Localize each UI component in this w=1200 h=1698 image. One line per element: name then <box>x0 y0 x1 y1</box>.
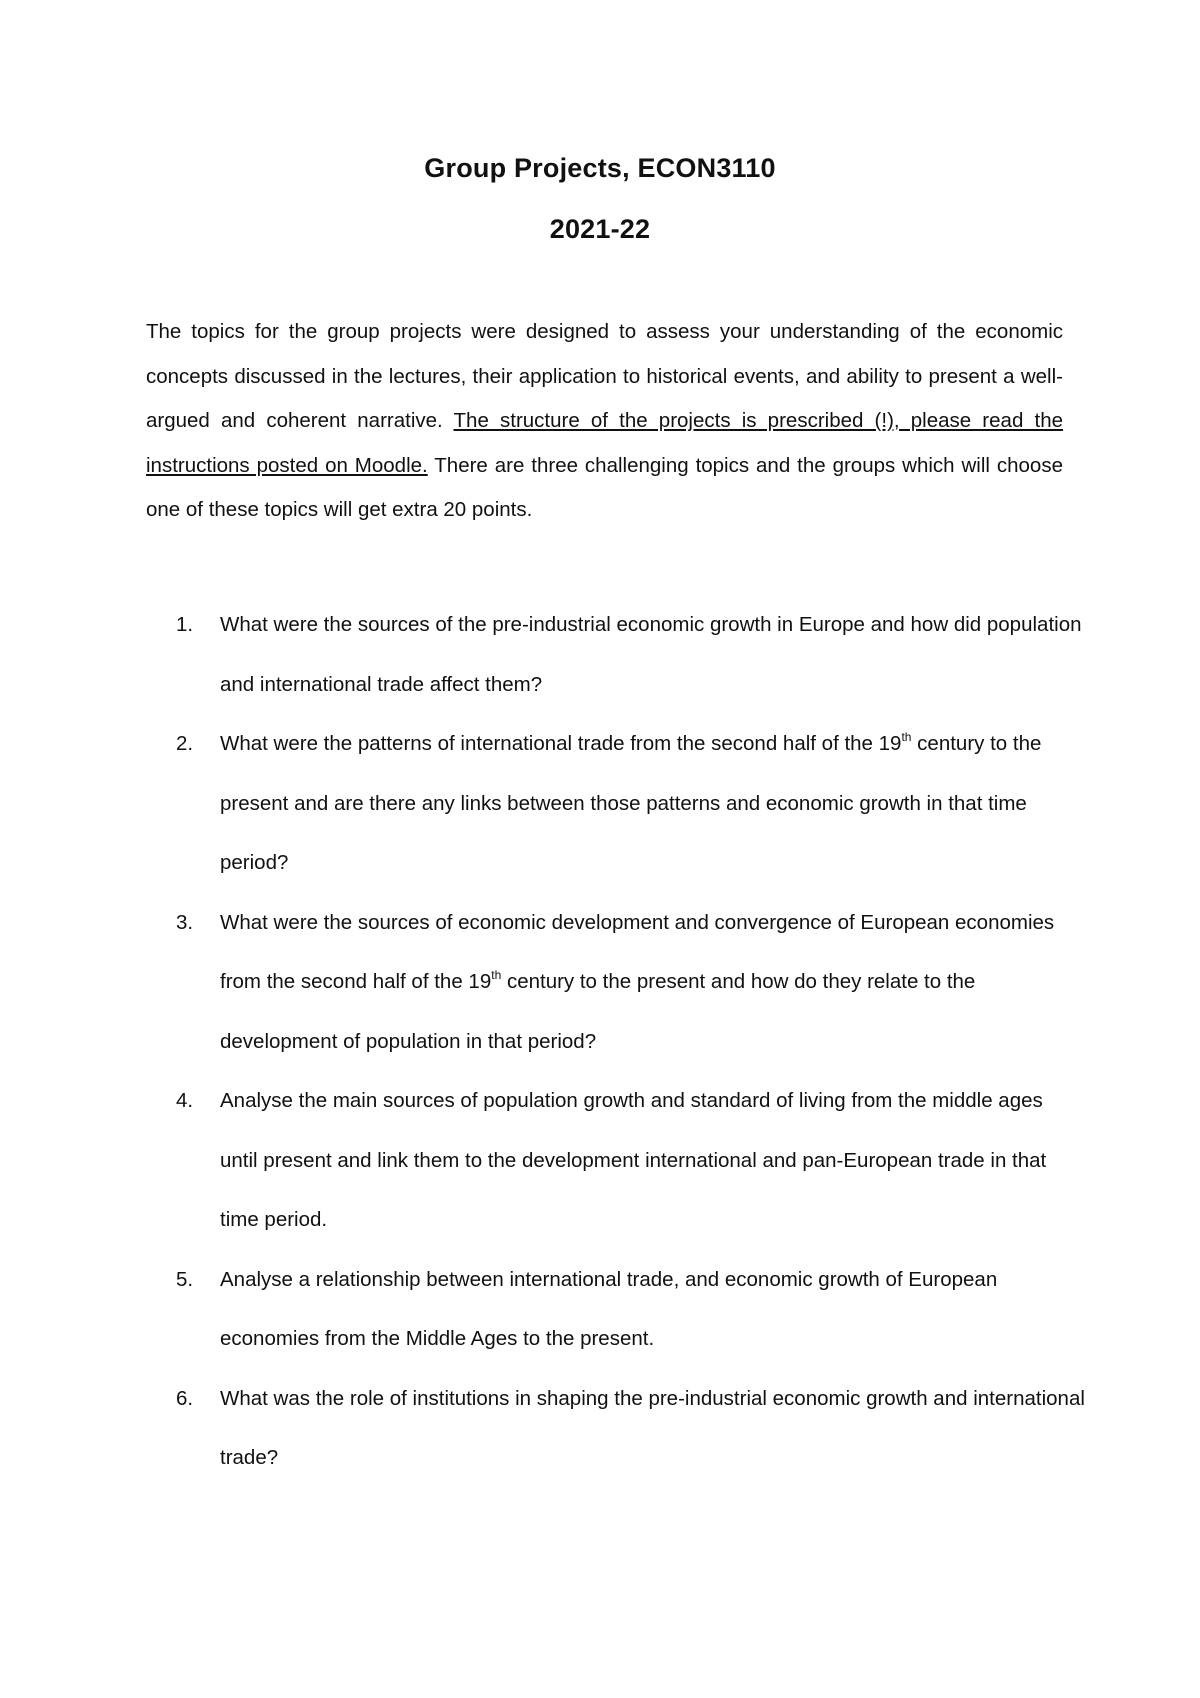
document-title: Group Projects, ECON3110 <box>424 153 776 183</box>
question-number: 6. <box>176 1386 194 1410</box>
question-text: What were the sources of the pre-industrial economic growth in Europe and how did population and international trade affect them? <box>220 613 1082 696</box>
question-item <box>146 1250 1086 1369</box>
question-text-cont: century to the present and are there any links between those patterns and economic growth in that time period? <box>220 732 1042 874</box>
question-text: What were the sources of economic development and convergence of European economies from the second half of the 19 <box>220 910 1055 993</box>
question-item <box>146 714 1086 893</box>
question-text: What were the patterns of international trade from the second half of the 19 <box>220 732 902 755</box>
question-number: 2. <box>176 732 194 755</box>
intro-underlined-text: The structure of the projects is prescribed (!), please read the instructions posted on Moodle. <box>146 409 1063 477</box>
question-number: 3. <box>176 910 194 934</box>
question-text-cont: century to the present and how do they relate to the development of population in that period? <box>220 970 976 1053</box>
intro-paragraph <box>146 310 1063 533</box>
document-year: 2021-22 <box>549 214 651 244</box>
question-item <box>146 1071 1086 1250</box>
question-list <box>146 595 1086 1488</box>
superscript: th <box>901 730 912 744</box>
intro-text: The topics for the group projects were designed to assess your understanding of the economic concepts discussed in the lectures, their application to historical events, and ability to present a well-argued and coherent narrative. <box>146 320 1063 432</box>
question-item <box>146 595 1086 714</box>
question-text: Analyse the main sources of population growth and standard of living from the middle ages until present and link them to the development international and pan-European trade in that time period. <box>220 1089 1047 1231</box>
question-number: 4. <box>176 1089 194 1112</box>
question-text: Analyse a relationship between international trade, and economic growth of European economies from the Middle Ages to the present. <box>220 1267 998 1350</box>
question-item <box>146 1369 1086 1488</box>
question-number: 5. <box>176 1267 194 1291</box>
question-text: What was the role of institutions in shaping the pre-industrial economic growth and international trade? <box>220 1386 1085 1469</box>
superscript: th <box>491 968 502 982</box>
question-number: 1. <box>176 613 194 636</box>
question-item <box>146 893 1086 1072</box>
intro-text-end: There are three challenging topics and the groups which will choose one of these topics will get extra 20 points. <box>146 453 1063 521</box>
